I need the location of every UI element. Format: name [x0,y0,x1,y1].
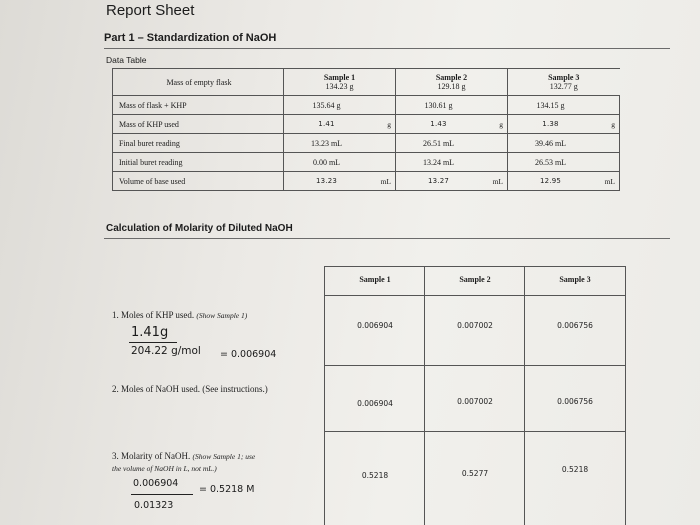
column-header: Sample 2 [435,73,468,82]
q3-text: 3. Molarity of NaOH. [112,451,191,461]
data-table-label: Data Table [106,55,147,65]
grid-divider [524,267,525,525]
q3-work-denominator: 0.01323 [134,500,174,511]
q3-answer: 0.5277 [461,469,489,478]
handwritten-value: 12.95 [508,172,594,191]
grid-divider [424,267,425,525]
cell-unit [481,96,508,115]
column-header: Sample 3 [559,275,591,284]
grid-divider [325,431,625,432]
q2-answer: 0.007002 [457,397,493,406]
cell-unit [593,134,620,153]
q2-label: 2. Moles of NaOH used. (See instructions.) [112,384,268,394]
column-header: Sample 2 [459,275,491,284]
part1-divider [104,48,670,49]
q2-answer: 0.006904 [357,399,393,408]
q1-note: (Show Sample 1) [196,311,248,320]
row-label: Mass of empty flask [113,69,284,96]
table-row [113,96,620,115]
table-row [113,134,620,153]
cell-unit: mL [369,172,396,191]
sample2-header-cell [396,69,508,96]
q1-label [112,310,247,320]
cell-value: 13.23 mL [284,134,370,153]
cell-unit [593,153,620,172]
q3-note-2: the volume of NaOH in L, not mL.) [112,464,217,473]
cell-value: 26.53 mL [508,153,594,172]
cell-value: 135.64 g [284,96,370,115]
cell-value: 26.51 mL [396,134,482,153]
q1-answer: 0.006904 [357,321,393,330]
cell-unit: g [481,115,508,134]
q3-label [112,451,255,461]
q1-work-numerator: 1.41g [131,325,169,340]
data-table [112,68,620,191]
q1-work-result: = 0.006904 [220,349,277,360]
calc-divider [104,238,670,239]
q3-work-numerator: 0.006904 [133,478,179,489]
handwritten-value: 1.41 [284,115,370,134]
cell-unit [481,153,508,172]
handwritten-value: 13.27 [396,172,482,191]
q3-answer: 0.5218 [561,465,589,474]
handwritten-value: 13.23 [284,172,370,191]
part1-title: Part 1 – Standardization of NaOH [104,32,277,44]
cell-unit: g [369,115,396,134]
cell-unit [593,96,620,115]
row-label: Mass of KHP used [113,115,284,134]
table-row [113,153,620,172]
cell-value: 13.24 mL [396,153,482,172]
cell-value: 0.00 mL [284,153,370,172]
q3-answer: 0.5218 [361,471,389,480]
cell-value: 39.46 mL [508,134,594,153]
cell-unit: mL [481,172,508,191]
column-header: Sample 3 [548,73,580,82]
grid-divider [325,295,625,296]
q1-work-denominator: 204.22 g/mol [131,345,201,357]
sample3-header-cell [508,69,620,96]
handwritten-value: 1.43 [396,115,482,134]
cell-value: 134.23 g [325,82,354,91]
cell-value: 130.61 g [396,96,482,115]
row-label: Mass of flask + KHP [113,96,284,115]
row-label: Initial buret reading [113,153,284,172]
cell-unit [369,134,396,153]
sample1-header-cell [284,69,396,96]
column-header: Sample 1 [359,275,391,284]
cell-unit [369,153,396,172]
row-label: Volume of base used [113,172,284,191]
row-label: Final buret reading [113,134,284,153]
answer-grid [324,266,626,525]
table-row [113,172,620,191]
cell-unit: mL [593,172,620,191]
fraction-bar [129,342,177,343]
q1-text: 1. Moles of KHP used. [112,310,195,320]
handwritten-value: 1.38 [508,115,594,134]
cell-value: 132.77 g [549,82,578,91]
table-row [113,69,620,96]
q2-answer: 0.006756 [557,397,593,406]
table-row [113,115,620,134]
cell-unit: g [593,115,620,134]
q3-work-result: = 0.5218 M [199,484,255,495]
q1-answer: 0.006756 [557,321,593,330]
column-header: Sample 1 [323,73,356,82]
fraction-bar [131,494,193,495]
q3-note: (Show Sample 1; use [192,452,256,461]
cell-value: 129.18 g [437,82,466,91]
cell-unit [369,96,396,115]
grid-divider [325,365,625,366]
cell-unit [481,134,508,153]
cell-value: 134.15 g [508,96,594,115]
q3-note-line [112,463,217,473]
q1-answer: 0.007002 [457,321,493,330]
calc-title: Calculation of Molarity of Diluted NaOH [106,223,293,234]
page-title: Report Sheet [106,2,195,19]
